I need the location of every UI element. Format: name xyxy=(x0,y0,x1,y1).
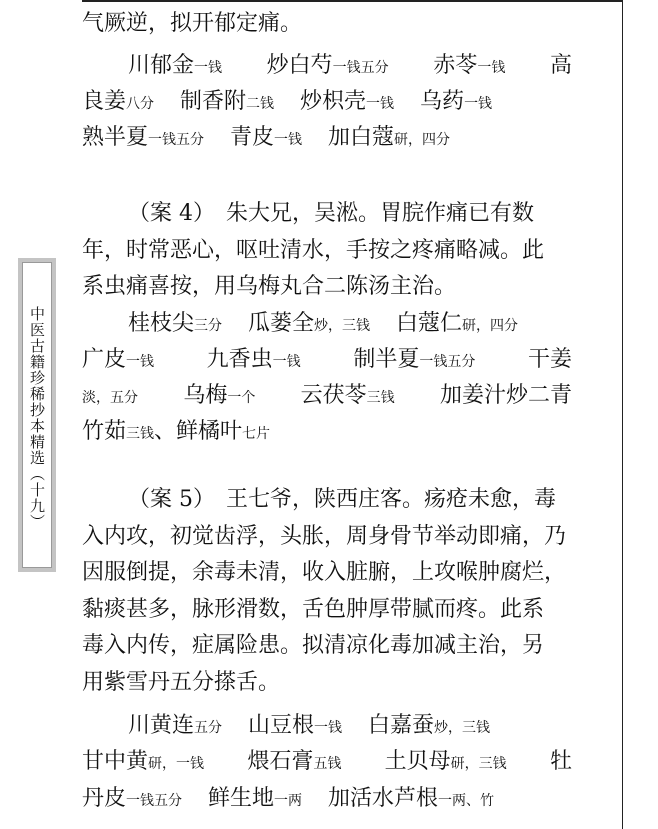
herb-dose: 八分 xyxy=(126,96,155,112)
herb-item xyxy=(154,414,270,450)
herb-name: 云茯苓 xyxy=(300,383,367,408)
prescription-line xyxy=(82,708,572,744)
herb-dose: 淡，五分 xyxy=(82,390,138,406)
herb-item xyxy=(353,342,475,378)
text-line xyxy=(82,555,572,591)
case-heading-line xyxy=(82,196,572,232)
herb-name: 加白蔻 xyxy=(328,125,395,150)
book-series-label xyxy=(18,258,56,572)
herb-name: 竹茹 xyxy=(82,419,127,444)
herb-item xyxy=(248,708,342,744)
line-text: 用紫雪丹五分搽舌。 xyxy=(82,670,281,695)
herb-name: 熟半夏 xyxy=(82,125,149,150)
herb-dose: 一钱 xyxy=(126,354,155,370)
herb-item xyxy=(82,781,182,817)
herb-dose: 五钱 xyxy=(313,756,342,772)
line-text: （案 5） 王七爷，陕西庄客。疡疮未愈，毒 xyxy=(128,487,556,512)
herb-name: 青皮 xyxy=(230,125,275,150)
book-series-label-text: 中医古籍珍稀抄本精选（十九） xyxy=(22,262,52,568)
herb-dose: 研，四分 xyxy=(462,318,519,334)
herb-name: 乌梅 xyxy=(183,383,228,408)
text-line xyxy=(82,592,572,628)
herb-item xyxy=(420,84,492,120)
herb-item xyxy=(82,744,204,780)
prescription-line xyxy=(82,378,572,414)
herb-item xyxy=(128,708,222,744)
herb-item xyxy=(82,342,154,378)
herb-item xyxy=(180,84,274,120)
herb-item xyxy=(208,781,302,817)
herb-item xyxy=(248,306,370,342)
herb-name: 川黄连 xyxy=(128,713,195,738)
prescription-line xyxy=(82,781,572,817)
herb-name: 煨石膏 xyxy=(247,749,314,774)
text-line xyxy=(82,665,572,701)
herb-name: 白嘉蚕 xyxy=(368,713,435,738)
text-line xyxy=(82,233,572,269)
line-text: 系虫痛喜按，用乌梅丸合二陈汤主治。 xyxy=(82,274,457,299)
herb-item xyxy=(128,48,222,84)
herb-dose: 一两、竹 xyxy=(438,793,495,809)
herb-item xyxy=(267,48,389,84)
line-text: 入内攻，初觉齿浮，头胀，周身骨节举动即痛，乃 xyxy=(82,524,567,549)
herb-name: 甘中黄 xyxy=(82,749,149,774)
page-top-edge xyxy=(82,0,622,2)
herb-name: 加活水芦根 xyxy=(328,786,439,811)
herb-item xyxy=(300,84,394,120)
herb-name: 牡 xyxy=(549,749,572,774)
herb-name: 九香虫 xyxy=(206,347,273,372)
prescription-line xyxy=(82,48,572,84)
herb-dose: 三钱 xyxy=(126,426,155,442)
herb-name: 、鲜橘叶 xyxy=(154,419,243,444)
herb-name: 川郁金 xyxy=(128,53,195,78)
herb-item xyxy=(128,306,222,342)
herb-dose: 一钱五分 xyxy=(148,132,205,148)
herb-dose: 五分 xyxy=(194,720,223,736)
page-right-border xyxy=(622,0,623,829)
prescription-line xyxy=(82,84,572,120)
line-text: 因服倒提，余毒未清，收入脏腑，上攻喉肿腐烂， xyxy=(82,560,567,585)
herb-name: 鲜生地 xyxy=(208,786,275,811)
herb-dose: 一钱 xyxy=(366,96,395,112)
herb-item xyxy=(82,84,154,120)
herb-item xyxy=(550,744,572,780)
herb-dose: 研，一钱 xyxy=(148,756,205,772)
herb-name: 高 xyxy=(549,53,572,78)
herb-dose: 研，三钱 xyxy=(450,756,507,772)
herb-name: 良姜 xyxy=(82,89,127,114)
herb-dose: 三分 xyxy=(194,318,223,334)
herb-dose: 一钱 xyxy=(274,132,303,148)
herb-dose: 一两 xyxy=(274,793,303,809)
herb-name: 丹皮 xyxy=(82,786,127,811)
herb-dose: 七片 xyxy=(242,426,271,442)
text-line xyxy=(82,6,572,42)
herb-item xyxy=(82,378,138,414)
herb-name: 白蔻仁 xyxy=(396,311,463,336)
herb-dose: 一钱 xyxy=(194,60,223,76)
line-text: 气厥逆，拟开郁定痛。 xyxy=(82,11,303,36)
herb-name: 山豆根 xyxy=(248,713,315,738)
line-text: 年，时常恶心，呕吐清水，手按之疼痛略减。此 xyxy=(82,238,545,263)
prescription-line xyxy=(82,306,572,342)
case-heading-line xyxy=(82,482,572,518)
herb-dose: 炒，三钱 xyxy=(314,318,371,334)
herb-name: 炒枳壳 xyxy=(300,89,367,114)
prescription-line xyxy=(82,120,572,156)
herb-item xyxy=(528,342,572,378)
herb-item xyxy=(368,708,490,744)
herb-dose: 一钱 xyxy=(314,720,343,736)
text-line xyxy=(82,628,572,664)
herb-name: 干姜 xyxy=(527,347,572,372)
herb-dose: 研，四分 xyxy=(394,132,451,148)
herb-name: 加姜汁炒二青 xyxy=(439,383,572,408)
line-text: （案 4） 朱大兄，吴淞。胃脘作痛已有数 xyxy=(128,201,534,226)
herb-dose: 三钱 xyxy=(366,390,395,406)
herb-item xyxy=(82,120,204,156)
herb-item xyxy=(550,48,572,84)
herb-name: 赤苓 xyxy=(433,53,478,78)
herb-name: 炒白芍 xyxy=(266,53,333,78)
herb-dose: 一钱五分 xyxy=(332,60,389,76)
herb-name: 土贝母 xyxy=(384,749,451,774)
herb-item xyxy=(183,378,255,414)
herb-item xyxy=(207,342,301,378)
herb-item xyxy=(247,744,341,780)
prescription-line xyxy=(82,744,572,780)
herb-dose: 一钱五分 xyxy=(419,354,476,370)
herb-item xyxy=(230,120,302,156)
herb-name: 广皮 xyxy=(82,347,127,372)
herb-name: 制香附 xyxy=(180,89,247,114)
line-text: 毒入内传，症属险患。拟清凉化毒加减主治，另 xyxy=(82,633,545,658)
herb-dose: 一钱五分 xyxy=(126,793,183,809)
herb-name: 制半夏 xyxy=(353,347,420,372)
text-line xyxy=(82,269,572,305)
herb-name: 瓜蒌全 xyxy=(248,311,315,336)
herb-dose: 二钱 xyxy=(246,96,275,112)
herb-name: 乌药 xyxy=(420,89,465,114)
herb-item xyxy=(301,378,395,414)
text-line xyxy=(82,519,572,555)
prescription-line xyxy=(82,342,572,378)
herb-item xyxy=(385,744,507,780)
herb-item xyxy=(328,781,494,817)
prescription-line xyxy=(82,414,572,450)
herb-item xyxy=(328,120,450,156)
herb-item xyxy=(433,48,505,84)
herb-name: 桂枝尖 xyxy=(128,311,195,336)
herb-dose: 一钱 xyxy=(477,60,506,76)
herb-dose: 一钱 xyxy=(272,354,301,370)
line-text: 黏痰甚多，脉形滑数，舌色肿厚带腻而疼。此系 xyxy=(82,597,545,622)
herb-item xyxy=(82,414,154,450)
herb-dose: 一钱 xyxy=(464,96,493,112)
herb-item xyxy=(396,306,518,342)
herb-dose: 炒，三钱 xyxy=(434,720,491,736)
herb-dose: 一个 xyxy=(227,390,256,406)
herb-item xyxy=(440,378,572,414)
